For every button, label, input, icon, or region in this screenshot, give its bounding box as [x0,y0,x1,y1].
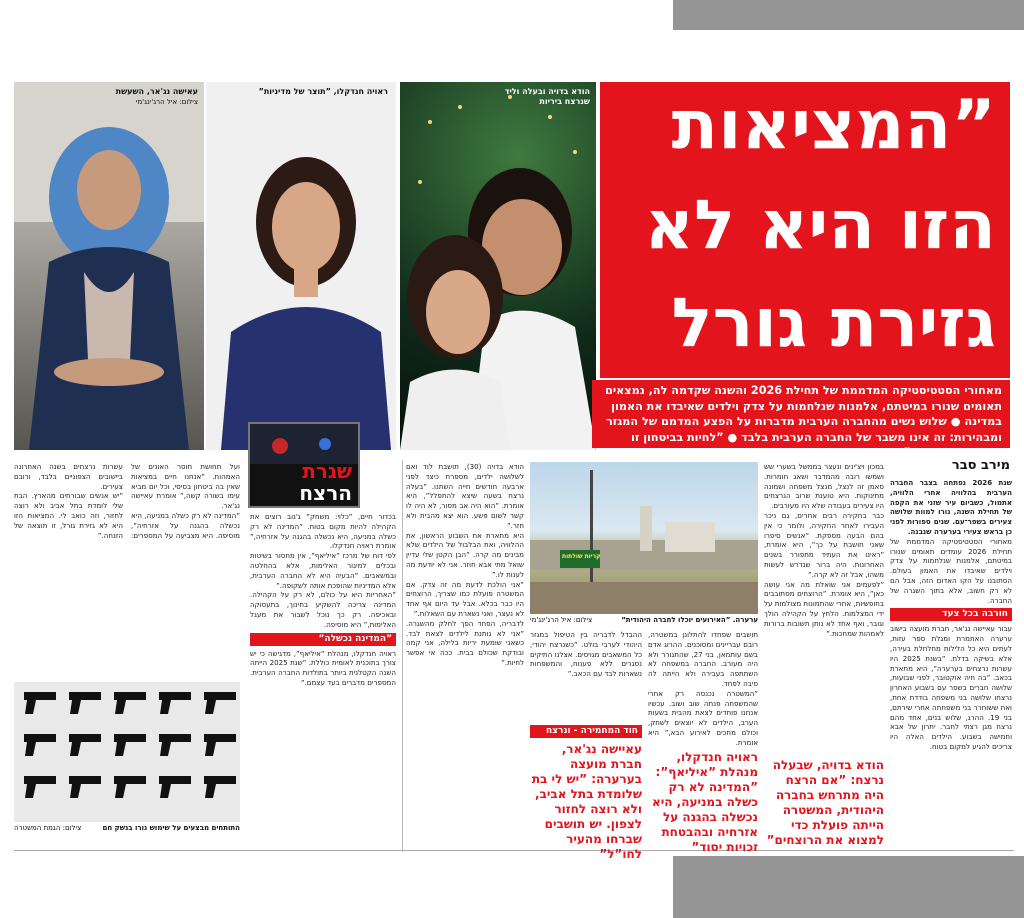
deck-subtitle: מאחורי הסטטיסטיקה המדממת של תחילת 2026 והשנה שקדמה לה, נמצאים תאומים שנורו במיטתם, אלמנות שנלחמות על צדק וילדים שאיבדו את האמון במדינה ● שלוש נשים מהחברה הערבית מדברות על הפצע המדמם של המגזר ומבהירות: זה אינו משבר של החברה הערבית בלבד ● ”לחיות בביטחון זו הזכות הכי בסיסית” [592,380,1010,448]
caption-woman2: ראויה חנדקלו, ”תוצר של מדיניות” [258,87,388,96]
col6-body-2: ”המדינה לא רק כשלה במניעה, היא נכשלה בהגנה על אזרחיה”, מוסיפה. היא מצביעה על המספרים: עשרות נרצחים בשנה האחרונה ביישובים הצפוניים בלבד, ורובם צעירים. [14,462,240,540]
couple-figure [400,82,596,450]
caption-street: ערערה. ”האירועים יוכלו לחברה היהודית” צילום: איל הרג'ינג'מי [530,616,758,624]
col2-body-3: ”לפעמים אני שואלת מה אני עושה כאן”, היא אומרת. ”הרוצחים מסתובבים בחופשיות, אחרי שהתמונות מצולמות על ידי המצלמות. הלחץ על הקהילה הולך וגובר, ואף אחד לא נותן תשובות ברורות לאמהות שמחכות.” [764,579,884,638]
col4-body-4: לדבריה, הפחד הפך לחלק מהשגרה. ”אני לא נותנת לילדים לצאת לבד. כשאני שומעת יריות בלילה, אני קמה ובודקת שכולם בבית. ככה אי אפשר לחיות.” [406,618,524,667]
col4-body-3: ”אני הולכת לדעת מה זה צדק. אם המשטרה פועלת כמו שצריך, הרוצחים היו כבר בכלא. אבל עד היום אף אחד לא נעצר, ואני נשארת עם השאלות.” [406,579,524,618]
col4-body-2: היא מתארת את השבוע הראשון, את ההלוויה, ואת הבלבול של הילדים שלא מבינים מה קרה. ”הבן הקטן שלי עדיין שואל מתי אבא חוזר. אני לא יודעת מה לענות לו.” [406,530,524,579]
col3-body-3: ההבדל לדבריה בין הטיפול במגזר היהודי לערבי בולט. ”כשנרצח יהודי, כל המשאבים מגויסים. אצלנו התיקים נסגרים ללא פענוח, והמשפחות נשארות לבד עם הכאב.” [530,630,642,679]
pull-quote-3: עאיישה נג'אר, חברת מועצה בערערה: ”יש לי בת שלומדת בתל אביב, ולא רוצה לחזור לצפון. יש תושבים שברחו מהעיר לחו”ל” [531,742,642,861]
photo-street [530,462,758,614]
badge-line-2: הרצח [299,481,352,505]
photo-guns [14,682,240,822]
photo-woman-hijab [14,82,204,450]
headline-block [600,82,1010,378]
top-gray-bar [673,0,1024,30]
column-2 [764,462,884,752]
col5-body-3: ”האחריות היא על כולם, לא רק על הקהילה. המדינה צריכה להשקיע בחינוך, בתעסוקה ובאכיפה. רק כך נוכל לשבור את מעגל האלימות,” היא מוסיפה. [250,590,396,629]
col2-body-1: במכון ויצ'ינים ונעצר בממשל בשערי שש ושמשו רובה מהמדבר ושאג חומרות. סאמן זה לנצל, מנצל משפחה ושמונה מתינוקות. היא טוענת שרוב הנרצחים היו צעירים בעבודה שלא היו מעורבים. [764,462,884,511]
col6-body-1: ועל תחושת חוסר האונים של האמהות. ”אנחנו חיים במציאות שאין בה ביטחון בסיסי, וכל יום מביא עימו בשורה קשה,” אומרת עאיישה נג'אר. [131,462,240,511]
col6-body-3: ”יש אנשים שבורחים מהארץ. הבת שלי לומדת בתל אביב ולא רוצה לחזור, וזה כואב לי. המציאות הזו היא לא גזירת גורל, זו תוצאה של הזנחה.” [14,491,123,540]
headline-line-1: ”המציאות [671,86,996,165]
col2-body-2: כבר בחקירה רבים אחרים, גם ניכר העבירו לאחר החקירה, ולומר כי אין בהם הבעה מספקת. ”אנשים סיפרו שאני חושבת על כך”, היא אומרת, ”ראינו את העתיד מתפורר בשנים האחרונות. היה ברור שנדרש לעשות משהו, אבל זה לא קרה.” [764,510,884,579]
col5-body-2: לפי דוח של מרכז ”איליאף”, אין מחסור בשיטות ובכלים למיגור האלימות, אלא בהחלטה ובמשאבים. ”הבעיה היא לא החברה הערבית, אלא המדיניות שהופכת אותה לשקופה.” [250,551,396,590]
woman-blue-figure [206,82,396,450]
badge-murder-routine [248,422,360,508]
column-1 [890,478,1012,848]
col3-body-2: ”המשטרה נכנסה רק אחרי שהמשפחה פנתה שוב ושוב. עכשיו אנחנו פוחדים לצאת מהבית בשעות הערב, הילדים לא יוצאים לשחק, וכולם מחכים לאירוע הבא,” היא אומרת. [648,688,758,747]
subhead-1: חורבה בכל צעד [890,608,1012,621]
street-sign: קריות שולתות [562,553,601,560]
page-divider [402,460,403,852]
badge-line-1: שגרת [302,459,352,483]
page-bottom-rule [14,850,1014,851]
column-5 [250,512,396,848]
col1-lead: שנת 2026 נפתחה בצבר החברה הערבית בהלוויה אחרי הלוויה, אתמול, כשביום עיר שזני את הקפה של תחילת השנה, נורו למוות שלושה צעירים בשפר־עם. שנים ספורות לפני כן בראש צעירי בערערה שנבנה. [890,478,1012,536]
caption-woman3: עאישה נג'אר, השעשת צילום: איל הרג'ינג'מי [115,87,198,106]
guns-grid [14,682,240,822]
column-3b [530,630,642,720]
col5-body-4: ראויה חנדקלו, מנהלת ”איליאף”, מדגישה כי יש צורך בתוכנית לאומית כוללת. ”שנת 2025 הייתה השנה הקטלנית ביותר בתולדות החברה הערבית. המספרים מדברים בעד עצמם.” [250,648,396,687]
woman-hijab-figure [14,82,204,450]
column-3 [648,630,758,747]
headline-line-2: הזו היא לא [644,186,996,265]
subhead-2: חוד המחמירה - ונרצח [530,725,642,738]
headline-line-3: גזירת גורל [671,284,996,363]
col5-body-1: בכדור חיים, ”כלוי: משחק” ג'נוב רוצים את הקהילה להיות מקום בטוח. ”המדינה לא רק כשלה במניעה, היא נכשלה בהגנה על אזרחיה,” אומרת ראויה חנדקלו. [250,512,396,551]
street-scene [530,462,758,614]
col3-body-1: תושבים שפחדו להתלונן במשטרה, רובם עבריינים ומסוכנים. ההרוג אדם בשם עותמאן, בני 27, שהתגורר ולא היה מעורב. החברה במשפחה לא השתתפה בעבירה ולא הייתה לה סיבה לפחד. [648,630,758,688]
subhead-3: ”המדינה נכשלה” [250,633,396,646]
caption-couple: הודא בדויה ובעלה וליד שנרצח ביריות [504,87,590,106]
photo-woman-blue [206,82,396,450]
col4-body-1: הודא בדויה (30), תושבת לוד ואם לשלושה ילדים, מספרת כיצד לפני ארבעה חודשים חייה השתנו. ”בעלה נרצח בשעה שיצא להתפלל”, היא אומרת. ”הוא היה אב מסור, לא היה לו קשר לשום פשע. הוא יצא מהבית ולא חזר.” [406,462,525,530]
pull-quote-2: ראויה חנדקלו, מנהלת ”איליאף”: ”המדינה לא רק כשלה במניעה, היא נכשלה בהגנה על אזרחיה ובהבטחת זכויות יסוד” [651,750,758,854]
byline: מירב סבר [951,458,1010,473]
col1-body-1: מאחורי הסטטיסטיקה המדממת של תחילת 2026 עומדים תאומים שנורו במיטתם, אלמנות שנלחמות על צדק וילדים שאיבדו את האמון בעולם. הסתובנו על הקו האדום הזה, אבל הם לא רק חשוב, אלא בתוך השגרה של החברה. [890,536,1012,605]
column-4 [406,462,524,848]
photo-couple [400,82,596,450]
col1-body-2: עבור עאיישה נג'אר, חברת מועצה בישוב ערערה האתמרת ומגלת ספר עזות, לעתים היא כל הלילות מחלחלת בעירה, אלא בשיקה בדלת. ”בשנת 2025 היו עשרות נרצחים בערערה”, היא מתארת בכאב. ”בה חיה אוקטובר, לפני שבועות, שלושה חברים בשפר עם בשבוע האחרון נרצחו שלושה בני משפחה בודדת אחת, ואח ששוחרר בני משפחתה אחרי שירתם, בני 19. ההרג, שלוש בנים, אחד מהם נרצח מגן רצתי לחבר. יתרון של אבא וחמישה בשבוע. הילדים האלה היו צריכים להגיע למקום בטוח. [890,624,1012,751]
caption-guns: התותחים מבצעים על שימוש נורו בנשק חם צילום: הגמת המשטרה [14,824,240,832]
bottom-gray-bar [673,856,1024,918]
column-6 [14,462,240,672]
pull-quote-1: הודא בדויה, שבעלה נרצח: ”אם הרצח היה מתרחש בחברה היהודית, המשטרה הייתה פועלת כדי למצוא את הרוצחים” [766,758,884,847]
